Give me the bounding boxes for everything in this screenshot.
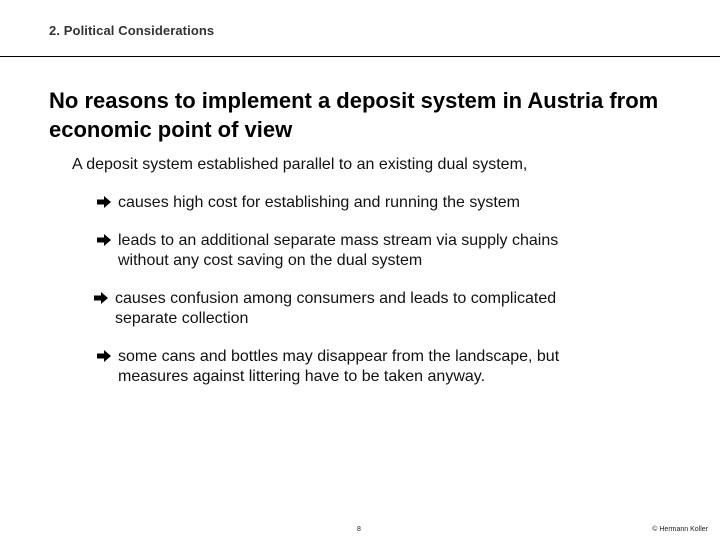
header-divider	[0, 56, 720, 57]
bullet-item	[93, 289, 693, 329]
page-number: 8	[357, 526, 361, 533]
intro-text: A deposit system established parallel to an existing dual system,	[72, 156, 528, 173]
bullet-line-continued: separate collection	[115, 310, 249, 327]
bullet-line: leads to an additional separate mass stream via supply chains	[118, 232, 559, 249]
right-arrow-icon	[96, 348, 112, 364]
copyright-notice: © Hermann Koller	[652, 526, 708, 533]
bullet-line: some cans and bottles may disappear from the landscape, but	[118, 348, 560, 365]
right-arrow-icon	[96, 194, 112, 210]
bullet-line: causes high cost for establishing and running the system	[118, 194, 521, 211]
bullet-item	[96, 347, 696, 387]
right-arrow-icon	[96, 232, 112, 248]
bullet-item	[96, 193, 696, 213]
bullet-line-continued: measures against littering have to be taken anyway.	[118, 368, 486, 385]
slide-title: No reasons to implement a deposit system in Austria from economic point of view	[49, 88, 659, 142]
section-label: 2. Political Considerations	[49, 23, 215, 38]
bullet-line-continued: without any cost saving on the dual system	[118, 252, 423, 269]
bullet-item	[96, 231, 696, 271]
right-arrow-icon	[93, 290, 109, 306]
bullet-line: causes confusion among consumers and leads to complicated	[115, 290, 557, 307]
